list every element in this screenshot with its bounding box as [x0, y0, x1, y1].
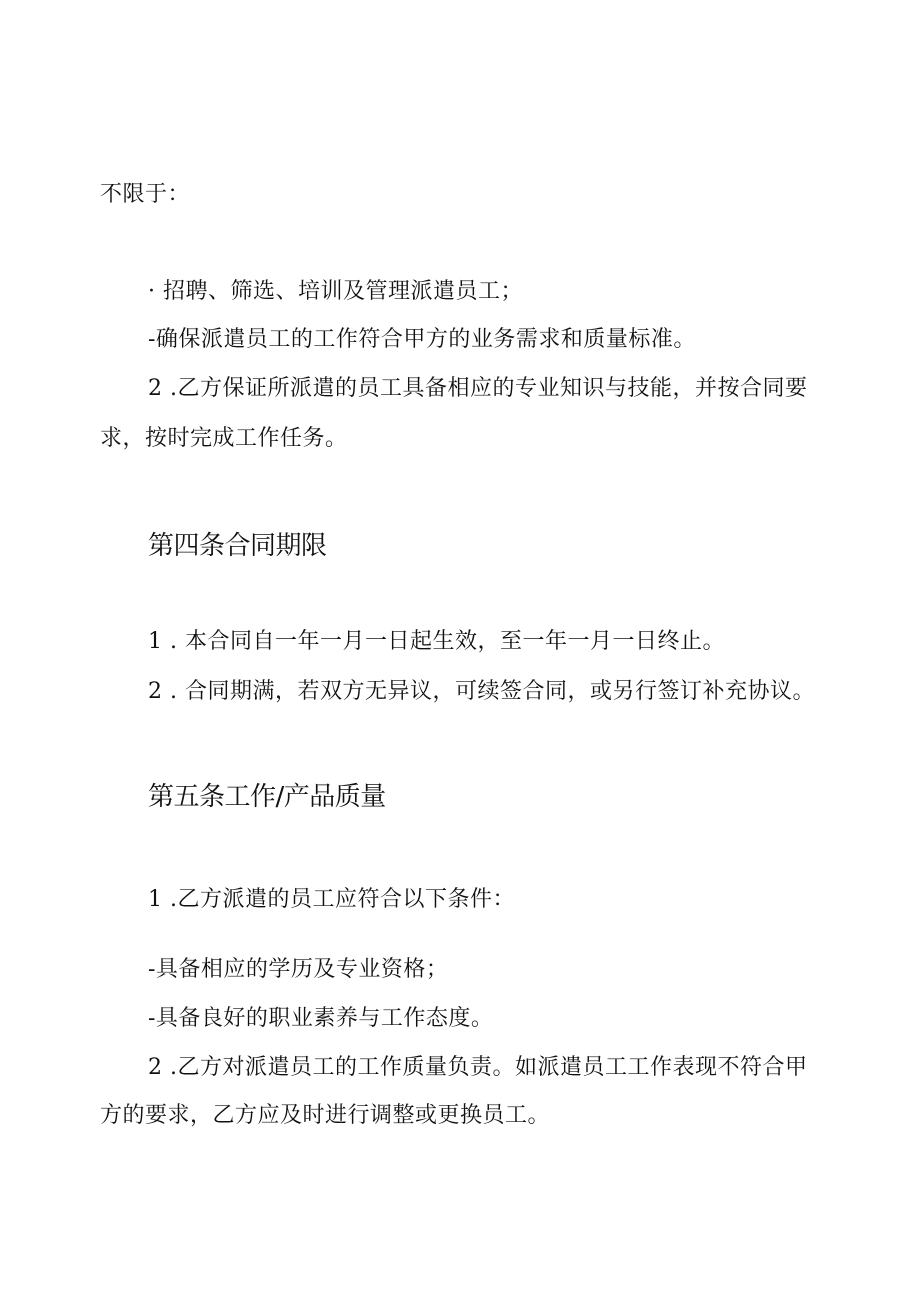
- quality-clause-2: 2 .乙方对派遣员工的工作质量负责。如派遣员工工作表现不符合甲: [148, 1055, 808, 1080]
- clause-2-text: 2 .乙方保证所派遣的员工具备相应的专业知识与技能，并按合同要: [148, 376, 808, 401]
- clause-2-continued: 求，按时完成工作任务。: [100, 426, 348, 451]
- term-clause-1: 1 . 本合同自一年一月一日起生效，至一年一月一日终止。: [148, 629, 725, 654]
- list-item-attitude: -具备良好的职业素养与工作态度。: [148, 1006, 494, 1031]
- section-heading-term: 第四条合同期限: [148, 531, 327, 561]
- quality-clause-2-continued: 方的要求，乙方应及时进行调整或更换员工。: [100, 1103, 551, 1128]
- scope-intro-text: 不限于：: [100, 182, 191, 207]
- list-item-recruit: · 招聘、筛选、培训及管理派遣员工；: [148, 279, 523, 304]
- list-item-ensure: -确保派遣员工的工作符合甲方的业务需求和质量标准。: [148, 327, 696, 352]
- list-item-qualification: -具备相应的学历及专业资格；: [148, 957, 449, 982]
- section-heading-quality: 第五条工作/产品质量: [148, 782, 386, 812]
- quality-clause-1: 1 .乙方派遣的员工应符合以下条件：: [148, 887, 515, 912]
- term-clause-2: 2 . 合同期满，若双方无异议，可续签合同，或另行签订补充协议。: [148, 679, 815, 704]
